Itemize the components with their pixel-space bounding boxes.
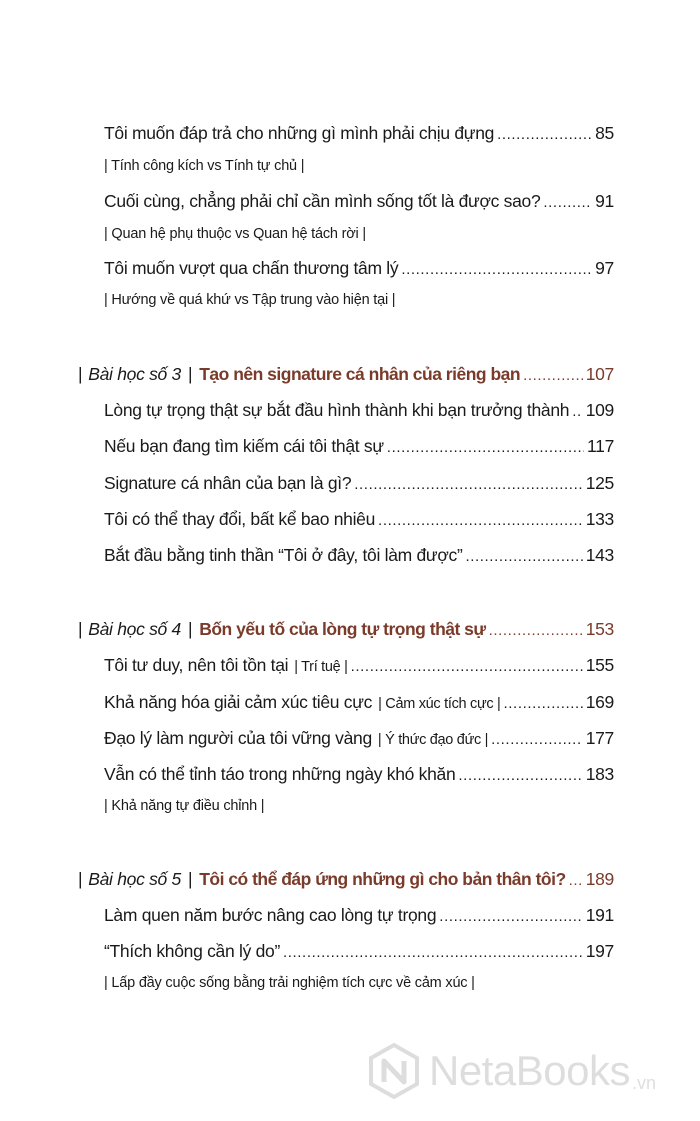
entry-title: Vẫn có thể tỉnh táo trong những ngày khó khăn [104,764,456,784]
page-number: 117 [587,436,614,456]
toc-subnote [104,798,264,814]
chapter-bar: | [78,619,83,639]
inline-note: | Cảm xúc tích cực | [378,696,501,712]
subnote-text: | Tính công kích vs Tính tự chủ | [104,158,305,174]
dot-leader [351,658,583,675]
page-number: 169 [585,692,614,712]
subnote-text: | Quan hệ phụ thuộc vs Quan hệ tách rời | [104,226,366,242]
toc-subnote [104,292,395,308]
chapter-bar: | [187,869,193,889]
toc-entry [104,191,614,212]
entry-title: Tôi tư duy, nên tôi tồn tại [104,655,289,675]
toc-entry [104,905,614,926]
page-number: 189 [585,869,614,889]
dot-leader [387,439,584,456]
subnote-text: | Lấp đầy cuộc sống bằng trải nghiệm tích cực về cảm xúc | [104,975,475,991]
watermark [365,1042,656,1100]
entry-title: Đạo lý làm người của tôi vững vàng [104,728,372,748]
watermark-brand: NetaBooks [429,1047,630,1094]
page-number: 153 [585,619,614,639]
entry-title: Bắt đầu bằng tinh thần “Tôi ở đây, tôi làm được” [104,545,463,565]
entry-title: Lòng tự trọng thật sự bắt đầu hình thành khi bạn trưởng thành [104,400,570,420]
chapter-title: Tôi có thể đáp ứng những gì cho bản thân tôi? [199,869,566,889]
page-number: 143 [585,545,614,565]
chapter-title: Bốn yếu tố của lòng tự trọng thật sự [199,619,486,639]
page-number: 133 [585,509,614,529]
dot-leader [354,476,582,493]
inline-note: | Trí tuệ | [294,659,348,675]
dot-leader [489,622,583,639]
dot-leader [523,367,583,384]
dot-leader [465,548,582,565]
toc-subnote [104,226,366,242]
chapter-heading [78,619,614,640]
toc-entry [104,436,614,457]
toc-entry [104,473,614,494]
inline-note: | Ý thức đạo đức | [377,732,489,748]
chapter-label: Bài học số 4 [88,619,181,639]
toc-entry [104,941,614,962]
chapter-bar: | [187,364,193,384]
toc-entry [104,728,614,749]
toc-entry [104,655,614,676]
entry-title: Signature cá nhân của bạn là gì? [104,473,352,493]
dot-leader [491,731,583,748]
toc-subnote [104,158,304,174]
entry-title: Làm quen năm bước nâng cao lòng tự trọng [104,905,437,925]
dot-leader [458,767,582,784]
entry-title: Cuối cùng, chẳng phải chỉ cần mình sống tốt là được sao? [104,191,541,211]
dot-leader [543,194,592,211]
dot-leader [504,695,583,712]
page-number: 85 [595,123,614,143]
dot-leader [572,403,583,420]
subnote-text: | Hướng về quá khứ vs Tập trung vào hiện tại | [104,292,396,308]
chapter-title: Tạo nên signature cá nhân của riêng bạn [199,364,521,384]
page-number: 91 [595,191,614,211]
page-number: 155 [585,655,614,675]
n-logo-icon [365,1042,423,1100]
page-number: 97 [595,258,614,278]
chapter-label: Bài học số 3 [88,364,181,384]
toc-entry [104,258,614,279]
page-number: 107 [585,364,614,384]
toc-entry [104,692,614,713]
toc-entry [104,123,614,144]
entry-title: Khả năng hóa giải cảm xúc tiêu cực [104,692,373,712]
dot-leader [569,872,583,889]
toc-entry [104,764,614,785]
dot-leader [283,944,583,961]
entry-title: Nếu bạn đang tìm kiếm cái tôi thật sự [104,436,384,456]
page-number: 197 [585,941,614,961]
chapter-bar: | [78,869,83,889]
watermark-suffix: .vn [631,1073,656,1093]
dot-leader [401,261,592,278]
chapter-label: Bài học số 5 [88,869,181,889]
page-number: 183 [585,764,614,784]
chapter-bar: | [78,364,83,384]
page-number: 125 [585,473,614,493]
toc-entry [104,509,614,530]
toc-entry [104,400,614,421]
entry-title: Tôi muốn vượt qua chấn thương tâm lý [104,258,399,278]
entry-title: Tôi muốn đáp trả cho những gì mình phải chịu đựng [104,123,495,143]
entry-title: “Thích không cần lý do” [104,941,280,961]
chapter-heading [78,869,614,890]
page-number: 177 [585,728,614,748]
entry-title: Tôi có thể thay đổi, bất kể bao nhiêu [104,509,376,529]
chapter-heading [78,364,614,385]
toc-subnote [104,975,475,991]
page-number: 191 [585,905,614,925]
dot-leader [497,126,592,143]
subnote-text: | Khả năng tự điều chỉnh | [104,798,265,814]
dot-leader [439,908,582,925]
toc-entry [104,545,614,566]
page-number: 109 [585,400,614,420]
chapter-bar: | [187,619,193,639]
dot-leader [378,512,583,529]
